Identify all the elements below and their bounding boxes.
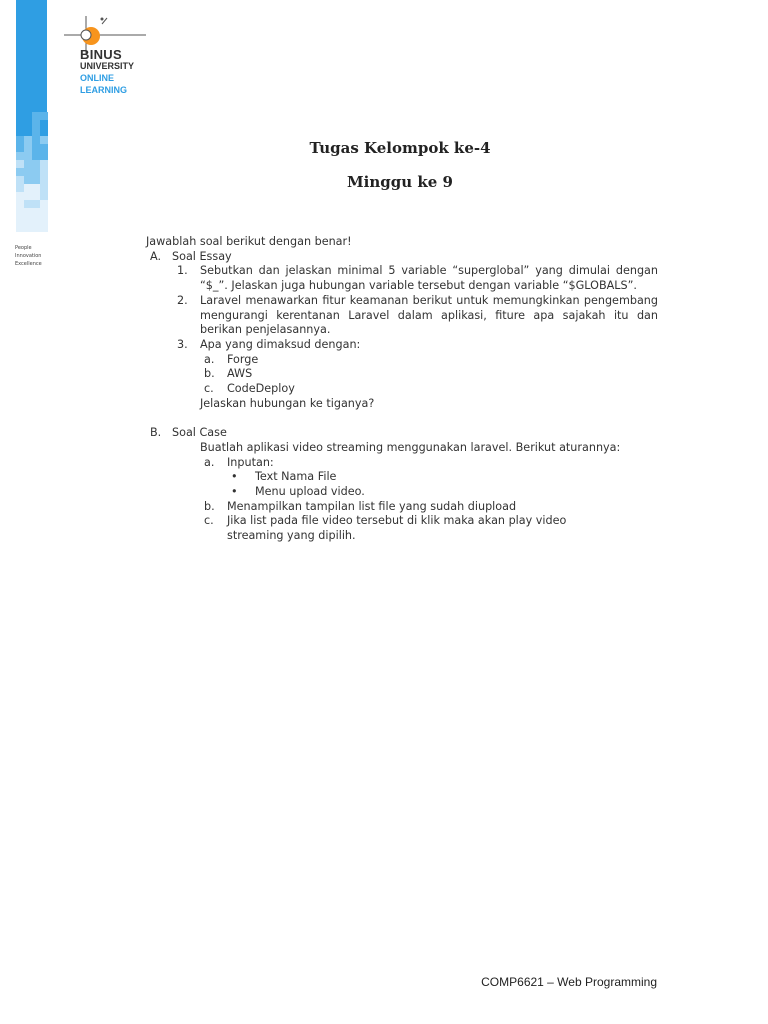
- logo-binus: BINUS: [80, 47, 122, 62]
- essay-subitem-b-marker: b.: [204, 367, 215, 381]
- case-item-a: [146, 456, 658, 471]
- document-body: [146, 235, 658, 544]
- band-cell: [40, 216, 48, 224]
- essay-item-3-text: Apa yang dimaksud dengan:: [200, 337, 361, 351]
- band-cell: [24, 160, 32, 168]
- band-cell: [16, 112, 24, 120]
- tagline-excellence: Excellence: [15, 261, 42, 267]
- band-cell: [16, 120, 24, 128]
- case-bullet-1: [146, 470, 658, 485]
- case-item-a-text: Inputan:: [227, 455, 274, 469]
- band-cell: [24, 216, 32, 224]
- page-subtitle: Minggu ke 9: [347, 173, 453, 191]
- band-cell: [32, 224, 40, 232]
- band-cell: [16, 200, 24, 208]
- essay-note-text: Jelaskan hubungan ke tiganya?: [200, 396, 375, 410]
- case-item-c-text: Jika list pada file video tersebut di klik maka akan play video streaming yang dipilih.: [227, 514, 567, 543]
- band-cell: [32, 216, 40, 224]
- section-b-marker: B.: [150, 426, 162, 440]
- section-a-marker: A.: [150, 249, 162, 263]
- bullet-icon: •: [231, 484, 238, 498]
- band-cell: [40, 160, 48, 168]
- band-cell: [24, 192, 32, 200]
- essay-subitem-a-text: Forge: [227, 352, 259, 366]
- binus-logo: [60, 14, 160, 104]
- case-intro: [146, 441, 658, 456]
- band-cell: [24, 208, 32, 216]
- essay-subitem-c: [146, 382, 658, 397]
- band-cell: [40, 192, 48, 200]
- essay-item-3-number: 3.: [177, 337, 188, 351]
- essay-item-1-text: Sebutkan dan jelaskan minimal 5 variable “superglobal” yang dimulai dengan “$_”. Jelaskan juga hubungan variable tersebut dengan variable “$GLOBALS”.: [200, 264, 658, 293]
- tagline: [15, 244, 42, 268]
- case-item-b: [146, 500, 658, 515]
- band-cell: [16, 216, 24, 224]
- band-cell: [16, 128, 24, 136]
- case-intro-text: Buatlah aplikasi video streaming menggunakan laravel. Berikut aturannya:: [200, 440, 621, 454]
- intro-text: Jawablah soal berikut dengan benar!: [146, 235, 352, 248]
- band-cell: [40, 128, 48, 136]
- footer-course: COMP6621 – Web Programming: [481, 975, 657, 989]
- essay-item-1: [146, 264, 658, 293]
- essay-item-2-number: 2.: [177, 293, 188, 307]
- bullet-icon: •: [231, 470, 238, 484]
- band-cell: [40, 208, 48, 216]
- band-cell: [32, 192, 40, 200]
- case-item-c: [146, 514, 658, 543]
- band-cell: [16, 208, 24, 216]
- case-item-b-marker: b.: [204, 499, 215, 513]
- band-cell: [24, 200, 32, 208]
- essay-item-2-text: Laravel menawarkan fitur keamanan berikut untuk memungkinkan pengembang mengurangi kerentanan Laravel dalam aplikasi, fiture apa sajakah itu dan berikan penjelasannya.: [200, 293, 658, 337]
- band-cell: [16, 192, 24, 200]
- band-cell: [24, 120, 32, 128]
- tagline-innovation: Innovation: [15, 253, 42, 259]
- case-bullet-1-text: Text Nama File: [255, 470, 337, 484]
- essay-subitem-c-text: CodeDeploy: [227, 382, 295, 396]
- band-cell: [32, 200, 40, 208]
- band-cell: [40, 112, 48, 120]
- section-b-title: Soal Case: [172, 426, 227, 440]
- logo-online: ONLINE: [80, 73, 115, 83]
- essay-subitem-a: [146, 353, 658, 368]
- case-item-b-text: Menampilkan tampilan list file yang sudah diupload: [227, 499, 517, 513]
- essay-item-1-number: 1.: [177, 264, 188, 278]
- band-cell: [40, 224, 48, 232]
- case-bullet-2: [146, 485, 658, 500]
- band-bar: [16, 0, 47, 120]
- band-cell: [24, 128, 32, 136]
- band-cell: [40, 200, 48, 208]
- case-item-c-marker: c.: [204, 514, 214, 528]
- page-title: Tugas Kelompok ke-4: [309, 139, 491, 157]
- essay-item-2: [146, 294, 658, 338]
- band-cell: [32, 160, 40, 168]
- band-cell: [40, 120, 48, 128]
- essay-subitem-c-marker: c.: [204, 382, 214, 396]
- essay-subitem-b-text: AWS: [227, 367, 253, 381]
- band-cell: [32, 128, 40, 136]
- logo-learning: LEARNING: [80, 85, 127, 95]
- band-cell: [32, 112, 40, 120]
- section-b-heading: [146, 426, 658, 441]
- band-cell: [32, 120, 40, 128]
- case-item-a-marker: a.: [204, 455, 215, 469]
- logo-university: UNIVERSITY: [80, 61, 135, 71]
- tagline-people: People: [15, 245, 32, 251]
- band-cell: [32, 208, 40, 216]
- essay-subitem-b: [146, 367, 658, 382]
- band-cell: [24, 224, 32, 232]
- essay-item-3: [146, 338, 658, 353]
- band-cell: [24, 112, 32, 120]
- section-a-title: Soal Essay: [172, 249, 232, 263]
- case-bullet-2-text: Menu upload video.: [255, 484, 365, 498]
- section-a-heading: [146, 250, 658, 265]
- essay-note: [146, 397, 658, 412]
- band-cell: [16, 224, 24, 232]
- band-cell: [16, 160, 24, 168]
- decorative-band: [0, 0, 48, 236]
- essay-subitem-a-marker: a.: [204, 352, 215, 366]
